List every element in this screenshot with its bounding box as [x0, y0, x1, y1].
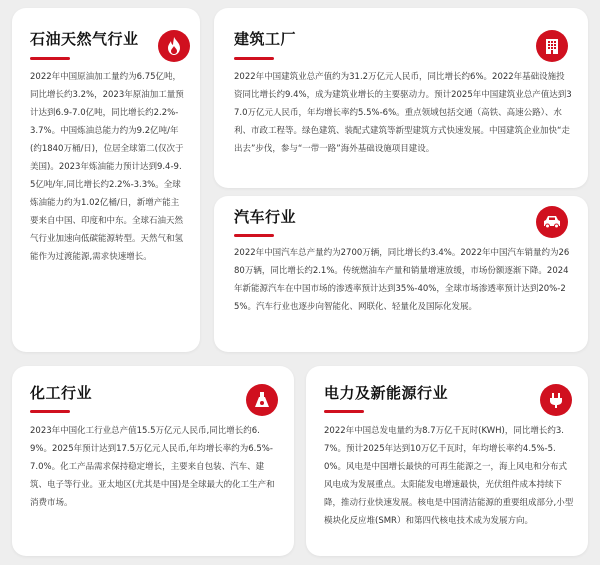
card-oil-gas [12, 8, 200, 352]
flame-icon [158, 30, 190, 62]
card-power [306, 366, 588, 556]
card-chemical [12, 366, 294, 556]
card-construction [214, 8, 588, 188]
title-underline [324, 410, 364, 413]
card-title: 化工行业 [30, 384, 93, 402]
card-title: 建筑工厂 [234, 30, 297, 48]
card-body: 2022年中国总发电量约为8.7万亿千瓦时(KWH)，同比增长约3.7%。预计2025年达到10万亿千瓦时，年均增长率约4.5%-5.0%。风电是中国增长最快的可再生能源之一，海上风电和分布式风电成为发展重点。太阳能发电增速最快，光伏组件成本持续下降，推动行业快速发展。核电是中国清洁能源的重要组成部分,小型模块化反应堆(SMR）和第四代核电技术成为发展方向。 [324, 426, 574, 526]
flask-icon [246, 384, 278, 416]
card-title: 电力及新能源行业 [324, 384, 449, 402]
title-underline [30, 57, 70, 60]
title-underline [30, 410, 70, 413]
card-body: 2022年中国汽车总产量约为2700万辆，同比增长约3.4%。2022年中国汽车销量约为2680万辆，同比增长约2.1%。传统燃油车产量和销量增速放缓，市场份额逐渐下降。2024年新能源汽车在中国市场的渗透率预计达到35%-40%，全球市场渗透率预计达到20%-25%。汽车行业也逐步向智能化、网联化、轻量化及国际化发展。 [234, 248, 570, 312]
car-icon [536, 206, 568, 238]
card-auto [214, 196, 588, 352]
card-body: 2022年中国建筑业总产值约为31.2万亿元人民币，同比增长约6%。2022年基础设施投资同比增长约9.4%，成为建筑业增长的主要驱动力。预计2025年中国建筑业总产值达到37.0万亿元人民币，年均增长率约5.5%-6%。重点领域包括交通（高铁、高速公路）、水利、市政工程等。绿色建筑、装配式建筑等新型建筑方式快速发展。中国建筑企业加快“走出去”步伐，参与“一带一路”海外基础设施项目建设。 [234, 72, 572, 154]
building-icon [536, 30, 568, 62]
card-body: 2023年中国化工行业总产值15.5万亿元人民币,同比增长约6.9%。2025年预计达到17.5万亿元人民币,年均增长率约为6.5%-7.0%。化工产品需求保持稳定增长，主要来自包装、汽车、建筑、电子等行业。亚太地区(尤其是中国)是全球最大的化工生产和消费市场。 [30, 426, 275, 508]
power-plug-icon [540, 384, 572, 416]
title-underline [234, 57, 274, 60]
title-underline [234, 234, 274, 237]
card-title: 石油天然气行业 [30, 30, 139, 48]
card-body: 2022年中国原油加工量约为6.75亿吨，同比增长约3.2%，2023年原油加工量预计达到6.9-7.0亿吨，同比增长约2.2%-3.7%。中国炼油总能力约为9.2亿吨/年(约1840万桶/日)，位居全球第二(仅次于美国)。2023年炼油能力预计达到9.4-9.5亿吨/年,同比增长约2.2%-3.3%。全球炼油能力约为1.02亿桶/日，新增产能主要来自中国、印度和中东。全球石油天然气行业加速向低碳能源转型。天然气和氢能作为过渡能源,需求快速增长。 [30, 72, 184, 262]
card-title: 汽车行业 [234, 208, 297, 226]
